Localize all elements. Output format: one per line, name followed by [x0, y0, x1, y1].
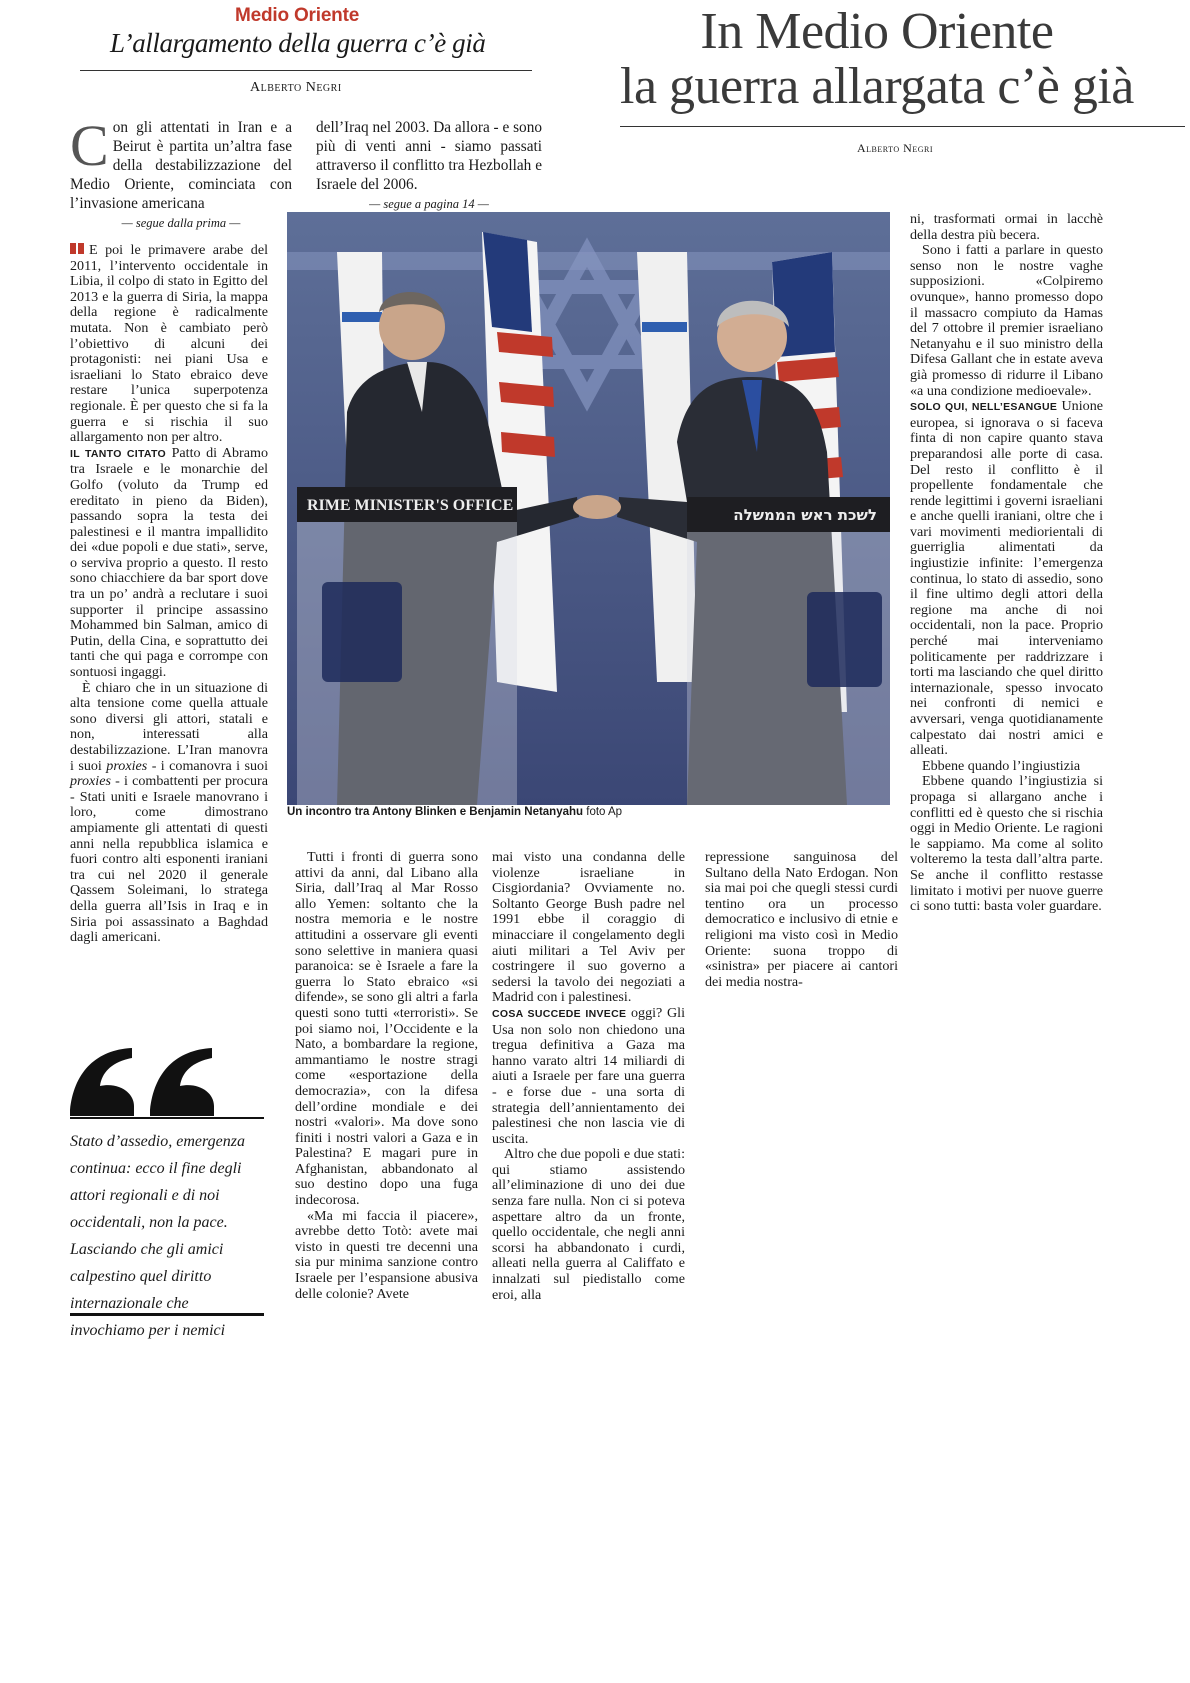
column-bottom-1 — [295, 850, 478, 1302]
italic-term: proxies — [106, 757, 148, 774]
intro-column-1: C on gli attentati in Iran e a Beirut è partita un’altra fase della destabilizzazione del Medio Oriente, cominciata con l’invasione americana — segue dalla prima — — [70, 113, 292, 230]
divider — [70, 1313, 264, 1316]
podium-sign-left: RIME MINISTER'S OFFICE — [307, 497, 514, 514]
column-right — [910, 212, 1103, 915]
paragraph: Unione europea, si ignorava o si faceva finta di non capire quanto stava preparandosi alle porte di casa. Del resto il conflitto è il propellente fondamentale che rende legittimi i governi israeliani e anche quelli iraniani, oltre che i vari movimenti mediorientali di guerriglia alimentati da ingiustizie infinite: l’emergenza continua, lo stato di assedio, sono il fine ultimo degli attori della regione ma anche di noi occidentali, non la pace. Proprio perché mai interveniamo politicamente per raddrizzare i torti ma lasciando che quel diritto internazionale, spesso invocato nei confronti di nemici e avversari, venga quotidianamente calpestato dai nostri amici e alleati. — [910, 398, 1103, 759]
podium-sign-right: לשכת ראש הממשלה — [733, 506, 877, 524]
intro-column-2: dell’Iraq nel 2003. Da allora - e sono più di venti anni - siamo passati attraverso il conflitto tra Hezbollah e Israele del 2006. — segue a pagina 14 — — [316, 119, 542, 211]
divider — [620, 126, 1185, 127]
kicker: COSA SUCCEDE INVECE — [492, 1007, 627, 1020]
intro-text-2: dell’Iraq nel 2003. Da allora - e sono più di venti anni - siamo passati attraverso il conflitto tra Hezbollah e Israele del 2006. — [316, 119, 542, 193]
subtitle: L’allargamento della guerra c’è già — [110, 28, 486, 58]
kicker: SOLO QUI, NELL’ESANGUE — [910, 401, 1058, 414]
paragraph: mai visto una condanna delle violenze israeliane in Cisgiordania? Ovviamente no. Soltanto George Bush padre nel 1991 ebbe il coraggio di minacciare il congelamento degli aiuti militari a Tel Aviv per costringere il suo governo a sedersi la tavolo dei negoziati a Madrid con i palestinesi. — [492, 849, 685, 1006]
headline-line-1: In Medio Oriente — [700, 3, 1054, 60]
author-byline-right: Alberto Negri — [857, 141, 933, 155]
paragraph: oggi? Gli Usa non solo non chiedono una tregua definitiva a Gaza ma hanno varato altri 14 miliardi di aiuti a Israele per fare una guerra - e forse due - una sorta di strategia dell’annientamento dei palestinesi che non lascia vie di uscita. — [492, 1004, 685, 1147]
paragraph: Patto di Abramo tra Israele e le monarchie del Golfo (voluto da Trump ed ereditato in pieno da Biden), passando sopra la testa dei palestinesi e il mantra impallidito dei «due popoli e due stati», serve, o serviva proprio a questo. Il resto sono chiacchiere da bar sport dove tra un po’ andrà a reclutare i suoi supporter il principe assassino Mohammed bin Salman, amico di Putin, della Cina, e soprattutto dei tanti che qui paga e corrompe con sontuosi ingaggi. — [70, 444, 268, 681]
continued-from-note: segue dalla prima — [135, 216, 227, 230]
paragraph: repressione sanguinosa del Sultano della Nato Erdogan. Non sia mai poi che quegli stessi curdi tentino ora un processo democratico e inclusivo di etnie e religioni ma visto così in Medio Oriente: suona troppo di «sinistra» per piacere ai cantori dei media nostra- — [705, 849, 898, 990]
paragraph: - i comanovra i suoi — [151, 757, 269, 774]
photo — [287, 212, 890, 805]
paragraph: Altro che due popoli e due stati: qui stiamo assistendo all’eliminazione di uno dei due senza fare nulla. Non ci si poteva aspettare altro da un fronte, quello occidentale, che negli anni scorsi ha abbandonato i curdi, alleati nella guerra al Califfato e innalzati sul piedistallo come eroi, alla — [492, 1146, 685, 1303]
paragraph: Ebbene quando l’ingiustizia si propaga si allargano anche i conflitti ed è questo che si rischia oggi in Medio Oriente. Le ragioni le sappiamo. Ma come al solito volteremo la testa dall’altra parte. Se anche il conflitto restasse limitato i motivi per nuove guerre ci sono tutti: basta voler guardare. — [910, 773, 1103, 915]
divider — [70, 1117, 264, 1119]
headline — [620, 4, 1134, 114]
paragraph: Tutti i fronti di guerra sono attivi da anni, dal Libano alla Siria, dall’Iraq al Mar Rosso allo Yemen: soltanto che la nostra memoria e le nostre attitudini a osservare gli eventi sono selettive in maniera quasi paranoica: se è Israele a fare la guerra lo Stato ebraico «si difende», se sono gli altri a farla questi sono tutti «terroristi». Se poi siamo noi, l’Occidente e la Nato, a bombardare la regione, ammantiamo le nostre stragi come «esportazione della democrazia», con la difesa dell’ordine mondiale e dei nostri «valori». Ma dove sono finiti i nostri valori a Gaza e in Palestina? E magari pure in Afghanistan, abbandonato al suo destino dopo una fuga indecorosa. — [295, 849, 478, 1209]
caption-text: Un incontro tra Antony Blinken e Benjamin Netanyahu — [287, 806, 584, 818]
headline-line-2: la guerra allargata c’è già — [620, 58, 1134, 115]
photo-caption — [287, 806, 622, 818]
column-bottom-3 — [705, 850, 898, 990]
paragraph: Sono i fatti a parlare in questo senso non le nostre vaghe supposizioni. «Colpiremo ovunque», hanno promesso dopo il massacro compiuto da Hamas del 7 ottobre il premier israeliano Netanyahu e il suo ministro della Difesa Gallant che in estate aveva già promesso di ridurre il Libano «a una condizione medioevale». — [910, 242, 1103, 399]
dropcap: C — [70, 113, 109, 178]
quote-mark-icon — [70, 1040, 264, 1116]
paragraph: «Ma mi faccia il piacere», avrebbe detto Totò: avete mai visto in questi tre decenni una sia pur minima sanzione contro Israele per l’espansione abusiva delle colonie? Avete — [295, 1207, 478, 1302]
section-marker-icon — [70, 243, 86, 254]
intro-text-1: on gli attentati in Iran e a Beirut è partita un’altra fase della destabilizzazione del Medio Oriente, cominciata con l’invasione americana — [70, 119, 292, 212]
continued-on-note: segue a pagina 14 — [383, 197, 475, 211]
paragraph: È chiaro che in un situazione di alta tensione come quella attuale sono diversi gli attori, statali e non, interessati alla destabilizzazione. L’Iran manovra i suoi — [70, 679, 268, 774]
italic-term: proxies — [70, 773, 111, 790]
paragraph: - i combattenti per procura - Stati uniti e Israele manovrano i loro, come dimostrano ampiamente gli attentati di questi anni nella repubblica islamica e fuori contro alti esponenti iraniani tra cui nel 2020 il generale Qassem Soleimani, lo stratega della guerra all’Isis in Iraq e in Siria poi assassinato a Baghdad dagli americani. — [70, 773, 268, 946]
divider — [80, 70, 532, 71]
section-label: Medio Oriente — [235, 5, 360, 26]
column-bottom-2 — [492, 850, 685, 1303]
kicker: IL TANTO CITATO — [70, 447, 167, 460]
paragraph: E poi le primavere arabe del 2011, l’intervento occidentale in Libia, il colpo di stato in Egitto del 2013 e la guerra di Siria, la mappa della regione è radicalmente mutata. Non è cambiato però l’obiettivo di alcuni dei protagonisti: nei piani Usa e israeliani lo Stato ebraico deve restare l’unica superpotenza regionale. È per questo che si fa la guerra e si rischia il suo allargamento non per altro. — [70, 242, 268, 446]
pull-quote: Stato d’assedio, emergenza continua: ecco il fine degli attori regionali e di noi occidentali, non la pace. Lasciando che gli amici calpestino quel diritto internazionale che invochiamo per i nemici — [70, 1133, 245, 1339]
column-left — [70, 243, 268, 946]
photo-credit: foto Ap — [586, 806, 623, 818]
author-byline-top: Alberto Negri — [250, 80, 342, 95]
paragraph-duplicate-line: Ebbene quando l’ingiustizia — [922, 757, 1081, 774]
paragraph: ni, trasformati ormai in lacchè della destra più becera. — [910, 211, 1103, 243]
